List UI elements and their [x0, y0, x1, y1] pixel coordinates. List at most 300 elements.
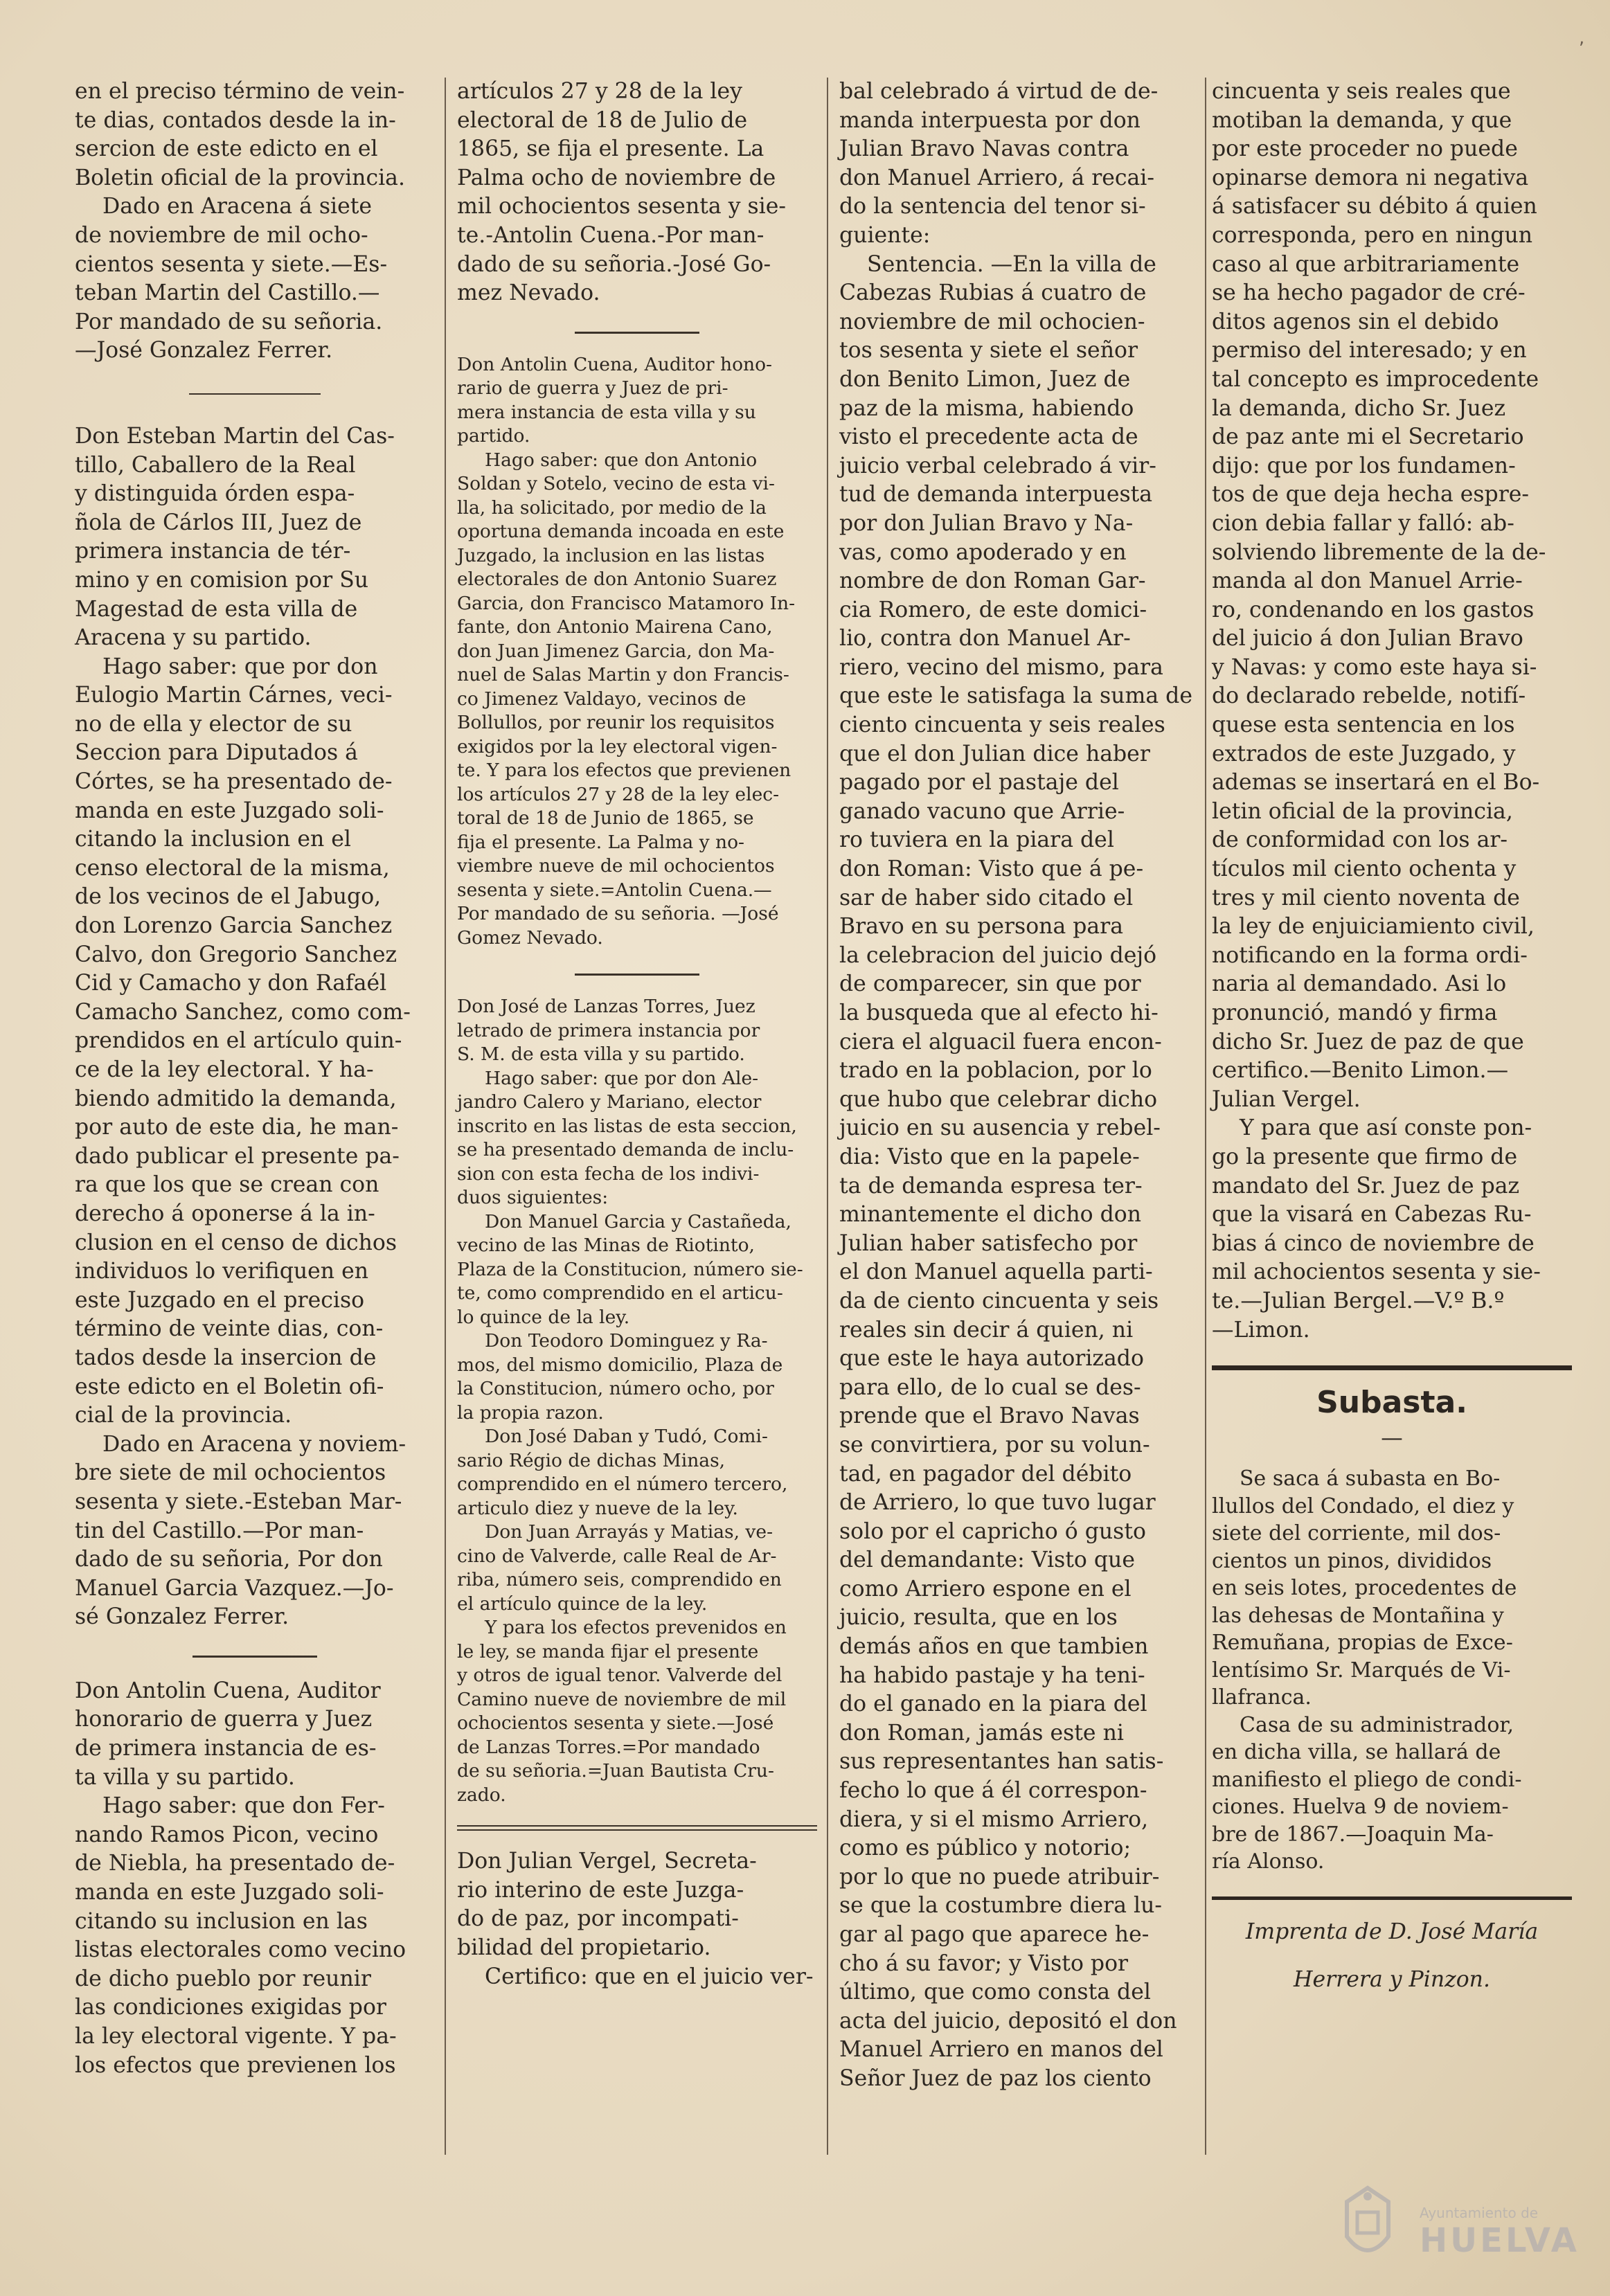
text-line: censo electoral de la misma, — [75, 855, 390, 881]
text-line: fecho lo que á él correspon- — [839, 1778, 1147, 1804]
text-line: Don Esteban Martin del Cas- — [75, 423, 395, 449]
text-line: S. M. de esta villa y su partido. — [457, 1043, 745, 1066]
text-line: que este le haya autorizado — [839, 1346, 1144, 1372]
text-line: de primera instancia de es- — [75, 1736, 377, 1761]
text-line: Sentencia. —En la villa de — [867, 251, 1156, 277]
text-line: de Lanzas Torres.=Por mandado — [457, 1736, 760, 1758]
text-line: electorales de don Antonio Suarez — [457, 568, 777, 591]
text-line: llullos del Condado, el diez y — [1212, 1494, 1514, 1518]
text-line: dado de su señoria.-José Go- — [457, 251, 771, 277]
text-line: dicho Sr. Juez de paz de que — [1212, 1029, 1524, 1055]
certificate-heading — [457, 1847, 817, 1962]
text-line: ta de demanda espresa ter- — [839, 1173, 1143, 1199]
text-line: teban Martin del Castillo.— — [75, 280, 380, 306]
text-line: ciento cincuenta y seis reales — [839, 712, 1165, 738]
text-line: tal concepto es improcedente — [1212, 366, 1539, 392]
text-line: ganado vacuno que Arrie- — [839, 798, 1125, 824]
text-line: dijo: que por los fundamen- — [1212, 453, 1516, 478]
text-line: prendidos en el artículo quin- — [75, 1028, 402, 1054]
text-line: zado. — [457, 1784, 506, 1806]
text-line: don Juan Jimenez Garcia, don Ma- — [457, 640, 775, 662]
text-line: ta villa y su partido. — [75, 1764, 295, 1790]
certificate-body — [457, 1963, 817, 1992]
text-line: vas, como apoderado y en — [839, 539, 1127, 565]
text-line: lo quince de la ley. — [457, 1306, 630, 1328]
text-line: juicio verbal celebrado á vir- — [839, 453, 1156, 478]
text-line: Plaza de la Constitucion, número sie- — [457, 1258, 803, 1280]
text-line: Remuñana, propias de Exce- — [1212, 1631, 1513, 1656]
text-line: Camino nueve de noviembre de mil — [457, 1688, 787, 1710]
text-line: Don Antolin Cuena, Auditor hono- — [457, 353, 773, 375]
text-line: del demandante: Visto que — [839, 1548, 1135, 1573]
text-line: nando Ramos Picon, vecino — [75, 1822, 379, 1847]
text-line: lentísimo Sr. Marqués de Vi- — [1212, 1658, 1511, 1683]
text-line: Garcia, don Francisco Matamoro In- — [457, 592, 796, 614]
text-line: manda interpuesta por don — [839, 107, 1141, 133]
text-line: —José Gonzalez Ferrer. — [75, 338, 333, 364]
text-line: Hago saber: que por don Ale- — [485, 1067, 759, 1089]
column-3 — [839, 78, 1199, 2094]
text-line: dado publicar el presente pa- — [75, 1143, 400, 1169]
text-line: derecho á oponerse á la in- — [75, 1201, 375, 1226]
text-line: Hago saber: que por don — [102, 654, 378, 679]
text-line: ciera el alguacil fuera encon- — [839, 1029, 1162, 1055]
text-line: don Benito Limon, Juez de — [839, 366, 1131, 392]
text-line: Julian Bravo Navas contra — [839, 136, 1129, 162]
text-line: vecino de las Minas de Riotinto, — [457, 1235, 755, 1257]
text-line: las dehesas de Montañina y — [1212, 1603, 1504, 1628]
text-line: de comparecer, sin que por — [839, 971, 1141, 997]
text-line: cientos un pinos, divididos — [1212, 1548, 1492, 1573]
text-line: solviendo libremente de la de- — [1212, 539, 1546, 565]
text-line: de su señoria.=Juan Bautista Cru- — [457, 1760, 774, 1782]
text-line: bias á cinco de noviembre de — [1212, 1230, 1535, 1256]
text-line: este edicto en el Boletin ofi- — [75, 1374, 384, 1399]
section-divider — [193, 1656, 317, 1658]
text-line: bilidad del propietario. — [457, 1935, 711, 1961]
edict-continuation — [457, 78, 817, 308]
section-divider — [1212, 1896, 1572, 1900]
text-line: gar al pago que aparece he- — [839, 1922, 1150, 1947]
text-line: Julian Vergel. — [1212, 1086, 1361, 1112]
text-line: paz de la misma, habiendo — [839, 395, 1134, 421]
text-line: don Roman, jamás este ni — [839, 1720, 1124, 1746]
text-line: Se saca á subasta en Bo- — [1240, 1467, 1501, 1491]
text-line: diera, y si el mismo Arriero, — [839, 1806, 1149, 1832]
text-line: don Manuel Arriero, á recai- — [839, 165, 1155, 190]
text-line: llafranca. — [1212, 1685, 1312, 1710]
text-line: de Niebla, ha presentado de- — [75, 1851, 395, 1876]
text-line: bre de 1867.—Joaquin Ma- — [1212, 1822, 1494, 1847]
text-line: Señor Juez de paz los ciento — [839, 2065, 1152, 2091]
text-line: tos de que deja hecha espre- — [1212, 482, 1530, 508]
text-line: comprendido en el número tercero, — [457, 1473, 788, 1496]
section-divider — [1212, 1365, 1572, 1370]
text-line: sus representantes han satis- — [839, 1749, 1164, 1775]
section-divider — [189, 393, 321, 395]
text-line: el artículo quince de la ley. — [457, 1593, 708, 1615]
text-line: motiban la demanda, y que — [1212, 107, 1512, 133]
huelva-watermark — [1326, 2181, 1589, 2271]
text-line: reales sin decir á quien, ni — [839, 1317, 1134, 1343]
text-line: honorario de guerra y Juez — [75, 1707, 373, 1732]
text-line: los efectos que previenen los — [75, 2052, 396, 2078]
text-line: do de paz, por incompati- — [457, 1906, 739, 1932]
text-line: duos siguientes: — [457, 1187, 609, 1209]
text-line: Por mandado de su señoria. —José — [457, 903, 779, 925]
text-line: individuos lo verifiquen en — [75, 1259, 369, 1284]
text-line: este Juzgado en el preciso — [75, 1287, 365, 1313]
text-line: rario de guerra y Juez de pri- — [457, 377, 728, 400]
text-line: nombre de don Roman Gar- — [839, 568, 1146, 594]
text-line: citando la inclusion en el — [75, 827, 351, 852]
text-line: listas electorales como vecino — [75, 1937, 406, 1963]
text-line: Don Teodoro Dominguez y Ra- — [485, 1330, 768, 1352]
text-line: acta del juicio, depositó el don — [839, 2008, 1177, 2034]
text-line: Manuel Garcia Vazquez.—Jo- — [75, 1575, 394, 1601]
text-line: dia: Visto que en la papele- — [839, 1144, 1140, 1169]
text-line: ra que los que se crean con — [75, 1172, 379, 1198]
text-line: do el ganado en la piara del — [839, 1692, 1147, 1717]
text-line: clusion en el censo de dichos — [75, 1230, 397, 1255]
text-line: Camacho Sanchez, como com- — [75, 999, 411, 1025]
text-line: por auto de este dia, he man- — [75, 1115, 399, 1140]
text-line: mez Nevado. — [457, 280, 600, 306]
text-line: do la sentencia del tenor si- — [839, 194, 1146, 219]
text-line: mil ochocientos sesenta y sie- — [457, 194, 787, 219]
text-line: Don Julian Vergel, Secreta- — [457, 1849, 757, 1874]
text-line: viembre nueve de mil ochocientos — [457, 855, 775, 877]
text-line: Dado en Aracena y noviem- — [102, 1431, 406, 1457]
text-line: lio, contra don Manuel Ar- — [839, 626, 1131, 652]
text-line: minantemente el dicho don — [839, 1202, 1142, 1228]
text-line: ditos agenos sin el debido — [1212, 309, 1499, 334]
text-line: te, como comprendido en el articu- — [457, 1282, 783, 1304]
text-line: Magestad de esta villa de — [75, 596, 358, 622]
text-line: bre siete de mil ochocientos — [75, 1460, 386, 1486]
auction-notice — [1212, 1465, 1572, 1876]
text-line: Por mandado de su señoria. — [75, 309, 383, 334]
section-divider — [575, 332, 699, 334]
text-line: para ello, de lo cual se des- — [839, 1374, 1141, 1400]
text-line: cino de Valverde, calle Real de Ar- — [457, 1545, 777, 1567]
text-line: ochocientos sesenta y siete.—José — [457, 1712, 774, 1734]
text-line: ademas se insertará en el Bo- — [1212, 770, 1540, 796]
edict-body — [457, 449, 817, 951]
text-line: cincuenta y seis reales que — [1212, 79, 1511, 104]
text-line: quese esta sentencia en los — [1212, 712, 1515, 738]
text-line: tos sesenta y siete el señor — [839, 338, 1138, 364]
text-line: sion con esta fecha de los indivi- — [457, 1163, 760, 1185]
text-line: ha habido pastaje y ha teni- — [839, 1662, 1145, 1688]
edict-body — [75, 653, 435, 1632]
text-line: letin oficial de la provincia, — [1212, 798, 1513, 824]
text-line: riero, vecino del mismo, para — [839, 654, 1163, 680]
edict-heading — [75, 422, 435, 653]
text-line: juicio, resulta, que en los — [839, 1605, 1118, 1631]
text-line: articulo diez y nueve de la ley. — [457, 1497, 738, 1519]
text-line: guiente: — [839, 222, 931, 248]
text-line: las condiciones exigidas por — [75, 1995, 386, 2020]
text-line: demás años en que tambien — [839, 1634, 1149, 1660]
text-line: Don Manuel Garcia y Castañeda, — [485, 1210, 791, 1232]
text-line: que este le satisfaga la suma de — [839, 683, 1192, 709]
text-line: se ha hecho pagador de cré- — [1212, 280, 1526, 306]
watermark-small-label: Ayuntamiento de — [1420, 2205, 1539, 2221]
text-line: te. Y para los efectos que previenen — [457, 760, 791, 782]
text-line: siete del corriente, mil dos- — [1212, 1521, 1501, 1546]
text-line: don Lorenzo Garcia Sanchez — [75, 913, 393, 939]
text-line: la demanda, dicho Sr. Juez — [1212, 395, 1506, 421]
text-line: y otros de igual tenor. Valverde del — [457, 1665, 782, 1687]
text-line: Cabezas Rubias á cuatro de — [839, 280, 1147, 306]
text-line: Palma ocho de noviembre de — [457, 165, 776, 190]
column-divider — [1205, 78, 1206, 2155]
text-line: de noviembre de mil ocho- — [75, 222, 368, 248]
text-line: mera instancia de esta villa y su — [457, 401, 756, 423]
text-line: tados desde la insercion de — [75, 1345, 377, 1370]
text-line: le ley, se manda fijar el presente — [457, 1640, 759, 1662]
column-divider — [445, 78, 446, 2155]
text-line: Y para que así conste pon- — [1240, 1115, 1532, 1141]
text-line: ro, condenando en los gastos — [1212, 597, 1535, 622]
text-line: exigidos por la ley electoral vigen- — [457, 735, 778, 757]
text-line: Cid y Camacho y don Rafaél — [75, 971, 387, 996]
text-line: electoral de 18 de Julio de — [457, 107, 748, 133]
text-line: tículos mil ciento ochenta y — [1212, 856, 1517, 882]
text-line: manda en este Juzgado soli- — [75, 1880, 384, 1905]
text-line: no de ella y elector de su — [75, 711, 352, 737]
text-line: Don Juan Arrayás y Matias, ve- — [485, 1521, 773, 1543]
text-line: permiso del interesado; y en — [1212, 338, 1527, 364]
text-line: —Limon. — [1212, 1317, 1310, 1343]
text-line: corresponda, pero en ningun — [1212, 222, 1533, 248]
text-line: te.-Antolin Cuena.-Por man- — [457, 222, 764, 248]
text-line: mino y en comision por Su — [75, 567, 369, 593]
text-line: sercion de este edicto en el — [75, 136, 378, 162]
text-line: que la visará en Cabezas Ru- — [1212, 1202, 1532, 1228]
text-line: como es público y notorio; — [839, 1836, 1132, 1861]
text-line: último, que como consta del — [839, 1980, 1151, 2005]
imprint-line: Imprenta de D. José María — [1245, 1919, 1539, 1944]
edict-heading — [457, 995, 817, 1067]
text-line: artículos 27 y 28 de la ley — [457, 79, 742, 104]
text-line: sé Gonzalez Ferrer. — [75, 1604, 289, 1630]
text-line: Eulogio Martin Cárnes, veci- — [75, 683, 393, 708]
edict-heading — [75, 1677, 435, 1792]
text-line: dado de su señoria, Por don — [75, 1547, 383, 1572]
text-line: la busqueda que al efecto hi- — [839, 1001, 1159, 1025]
text-line: tad, en pagador del débito — [839, 1461, 1132, 1487]
text-line: notificando en la forma ordi- — [1212, 942, 1528, 968]
text-line: jandro Calero y Mariano, elector — [457, 1091, 762, 1113]
text-line: se ha presentado demanda de inclu- — [457, 1139, 794, 1161]
city-crest-icon — [1326, 2181, 1409, 2271]
text-line: juicio en su ausencia y rebel- — [839, 1115, 1161, 1141]
text-line: caso al que arbitrariamente — [1212, 251, 1520, 277]
text-line: Bravo en su persona para — [839, 914, 1124, 940]
text-line: por lo que no puede atribuir- — [839, 1864, 1160, 1890]
column-4 — [1212, 78, 1572, 1995]
text-line: prende que el Bravo Navas — [839, 1403, 1140, 1429]
text-line: que el don Julian dice haber — [839, 741, 1150, 766]
section-divider — [457, 1825, 817, 1831]
text-line: letrado de primera instancia por — [457, 1019, 760, 1041]
text-line: en dicha villa, se hallará de — [1212, 1740, 1501, 1765]
text-line: do declarado rebelde, notifí- — [1212, 683, 1526, 709]
text-line: Don José de Lanzas Torres, Juez — [457, 996, 755, 1018]
text-line: la celebracion del juicio dejó — [839, 942, 1157, 968]
text-line: los artículos 27 y 28 de la ley elec- — [457, 783, 780, 805]
text-line: Dado en Aracena á siete — [102, 194, 373, 219]
text-line: el don Manuel aquella parti- — [839, 1259, 1153, 1285]
text-line: de Arriero, lo que tuvo lugar — [839, 1490, 1156, 1516]
text-line: ciones. Huelva 9 de noviem- — [1212, 1795, 1509, 1820]
text-line: primera instancia de tér- — [75, 539, 351, 564]
text-line: certifico.—Benito Limon.— — [1212, 1058, 1509, 1084]
text-line: Boletin oficial de la provincia. — [75, 165, 405, 190]
text-line: rio interino de este Juzga- — [457, 1877, 744, 1903]
text-line: sario Régio de dichas Minas, — [457, 1449, 726, 1471]
text-line: y distinguida órden espa- — [75, 481, 355, 507]
text-line: en seis lotes, procedentes de — [1212, 1576, 1517, 1601]
text-line: la ley electoral vigente. Y pa- — [75, 2024, 397, 2049]
auction-title: Subasta. — [1316, 1385, 1467, 1421]
text-line: tres y mil ciento noventa de — [1212, 885, 1520, 911]
text-line: Don José Daban y Tudó, Comi- — [485, 1426, 768, 1448]
text-line: inscrito en las listas de esta seccion, — [457, 1115, 797, 1137]
text-line: manifiesto el pliego de condi- — [1212, 1767, 1522, 1792]
column-divider — [827, 78, 828, 2155]
text-line: don Roman: Visto que á pe- — [839, 856, 1144, 882]
text-line: Manuel Arriero en manos del — [839, 2037, 1163, 2063]
text-line: opinarse demora ni negativa — [1212, 165, 1529, 190]
text-line: cial de la provincia. — [75, 1403, 292, 1428]
text-line: Hago saber: que don Fer- — [102, 1793, 385, 1819]
text-line: tillo, Caballero de la Real — [75, 452, 356, 478]
sentence-text — [839, 78, 1199, 2094]
text-line: pronunció, mandó y firma — [1212, 1001, 1498, 1025]
text-line: lla, ha solicitado, por medio de la — [457, 496, 767, 519]
text-line: partido. — [457, 425, 530, 447]
text-line: se convirtiera, por su volun- — [839, 1432, 1150, 1458]
text-line: ro tuviera en la piara del — [839, 827, 1114, 853]
text-line: extrados de este Juzgado, y — [1212, 741, 1516, 766]
text-line: que hubo que celebrar dicho — [839, 1086, 1158, 1112]
text-line: citando su inclusion en las — [75, 1908, 368, 1934]
text-line: de dicho pueblo por reunir — [75, 1966, 371, 1991]
text-line: ñola de Cárlos III, Juez de — [75, 510, 362, 535]
text-line: riba, número seis, comprendido en — [457, 1569, 782, 1591]
text-line: te.—Julian Bergel.—V.º B.º — [1212, 1288, 1505, 1313]
text-line: del juicio á don Julian Bravo — [1212, 626, 1523, 652]
edict-body — [457, 1067, 817, 1808]
text-line: Seccion para Diputados á — [75, 740, 358, 766]
text-line: sar de haber sido citado el — [839, 885, 1134, 911]
text-line: Juzgado, la inclusion en las listas — [457, 544, 765, 566]
text-line: Gomez Nevado. — [457, 926, 603, 949]
text-line: tud de demanda interpuesta — [839, 482, 1153, 508]
margin-mark: , — [1579, 28, 1585, 48]
text-line: co Jimenez Valdayo, vecinos de — [457, 688, 746, 710]
text-line: cion debia fallar y falló: ab- — [1212, 510, 1514, 536]
text-line: en el preciso término de vein- — [75, 79, 405, 104]
text-line: cientos sesenta y siete.—Es- — [75, 251, 388, 277]
text-line: de paz ante mi el Secretario — [1212, 424, 1524, 450]
sentence-conclusion — [1212, 78, 1572, 1345]
text-line: Julian haber satisfecho por — [839, 1230, 1138, 1256]
text-line: ría Alonso. — [1212, 1849, 1325, 1874]
text-line: manda en este Juzgado soli- — [75, 798, 384, 823]
text-line: Don Antolin Cuena, Auditor — [75, 1678, 381, 1703]
text-line: go la presente que firmo de — [1212, 1144, 1518, 1169]
text-line: Casa de su administrador, — [1240, 1712, 1514, 1737]
text-line: y Navas: y como este haya si- — [1212, 654, 1537, 680]
text-line: 1865, se fija el presente. La — [457, 136, 764, 162]
text-line: biendo admitido la demanda, — [75, 1086, 397, 1111]
text-line: mandato del Sr. Juez de paz — [1212, 1173, 1520, 1199]
text-line: la ley de enjuiciamiento civil, — [1212, 914, 1535, 940]
text-line: mil achocientos sesenta y sie- — [1212, 1259, 1541, 1285]
text-line: sesenta y siete.-Esteban Mar- — [75, 1489, 402, 1514]
text-line: la propia razon. — [457, 1401, 604, 1424]
text-line: la Constitucion, número ocho, por — [457, 1378, 774, 1400]
text-line: Certifico: que en el juicio ver- — [485, 1964, 814, 1989]
text-line: por don Julian Bravo y Na- — [839, 510, 1134, 536]
text-line: naria al demandado. Asi lo — [1212, 971, 1507, 997]
text-line: cia Romero, de este domici- — [839, 597, 1147, 622]
text-line: visto el precedente acta de — [839, 424, 1138, 450]
text-line: fija el presente. La Palma y no- — [457, 831, 744, 853]
text-line: Hago saber: que don Antonio — [485, 449, 758, 471]
column-2 — [457, 78, 817, 1991]
text-line: de los vecinos de el Jabugo, — [75, 884, 382, 910]
text-line: mos, del mismo domicilio, Plaza de — [457, 1354, 783, 1376]
text-line: solo por el capricho ó gusto — [839, 1518, 1146, 1544]
text-line: á satisfacer su débito á quien — [1212, 194, 1537, 219]
text-line: Aracena y su partido. — [75, 625, 312, 651]
text-line: Y para los efectos prevenidos en — [485, 1617, 787, 1639]
text-line: te dias, contados desde la in- — [75, 107, 396, 133]
edict-heading — [457, 353, 817, 449]
imprint-line: Herrera y Pinzon. — [1294, 1967, 1490, 1993]
text-line: sesenta y siete.=Antolin Cuena.— — [457, 879, 772, 901]
text-line: oportuna demanda incoada en este — [457, 521, 785, 543]
text-line: Calvo, don Gregorio Sanchez — [75, 942, 397, 967]
text-line: como Arriero espone en el — [839, 1576, 1132, 1602]
text-line: de conformidad con los ar- — [1212, 827, 1508, 853]
text-line: noviembre de mil ochocien- — [839, 309, 1145, 334]
edict-continuation — [75, 78, 435, 366]
text-line: toral de 18 de Junio de 1865, se — [457, 807, 754, 829]
text-line: cho á su favor; y Visto por — [839, 1950, 1129, 1976]
text-line: por este proceder no puede — [1212, 136, 1518, 162]
text-line: bal celebrado á virtud de de- — [839, 79, 1159, 104]
title-dash: — — [1381, 1425, 1403, 1451]
text-line: manda al don Manuel Arrie- — [1212, 568, 1523, 594]
text-line: se que la costumbre diera lu- — [839, 1893, 1162, 1919]
edict-body — [75, 1792, 435, 2080]
watermark-big-label: HUELVA — [1420, 2221, 1580, 2260]
text-line: tin del Castillo.—Por man- — [75, 1518, 364, 1543]
text-line: nuel de Salas Martin y don Francis- — [457, 664, 789, 686]
column-1 — [75, 78, 435, 2080]
text-line: pagado por el pastaje del — [839, 770, 1119, 796]
text-line: Bollullos, por reunir los requisitos — [457, 712, 775, 734]
text-line: ce de la ley electoral. Y ha- — [75, 1057, 374, 1082]
text-line: término de veinte dias, con- — [75, 1316, 384, 1342]
text-line: trado en la poblacion, por lo — [839, 1058, 1152, 1084]
